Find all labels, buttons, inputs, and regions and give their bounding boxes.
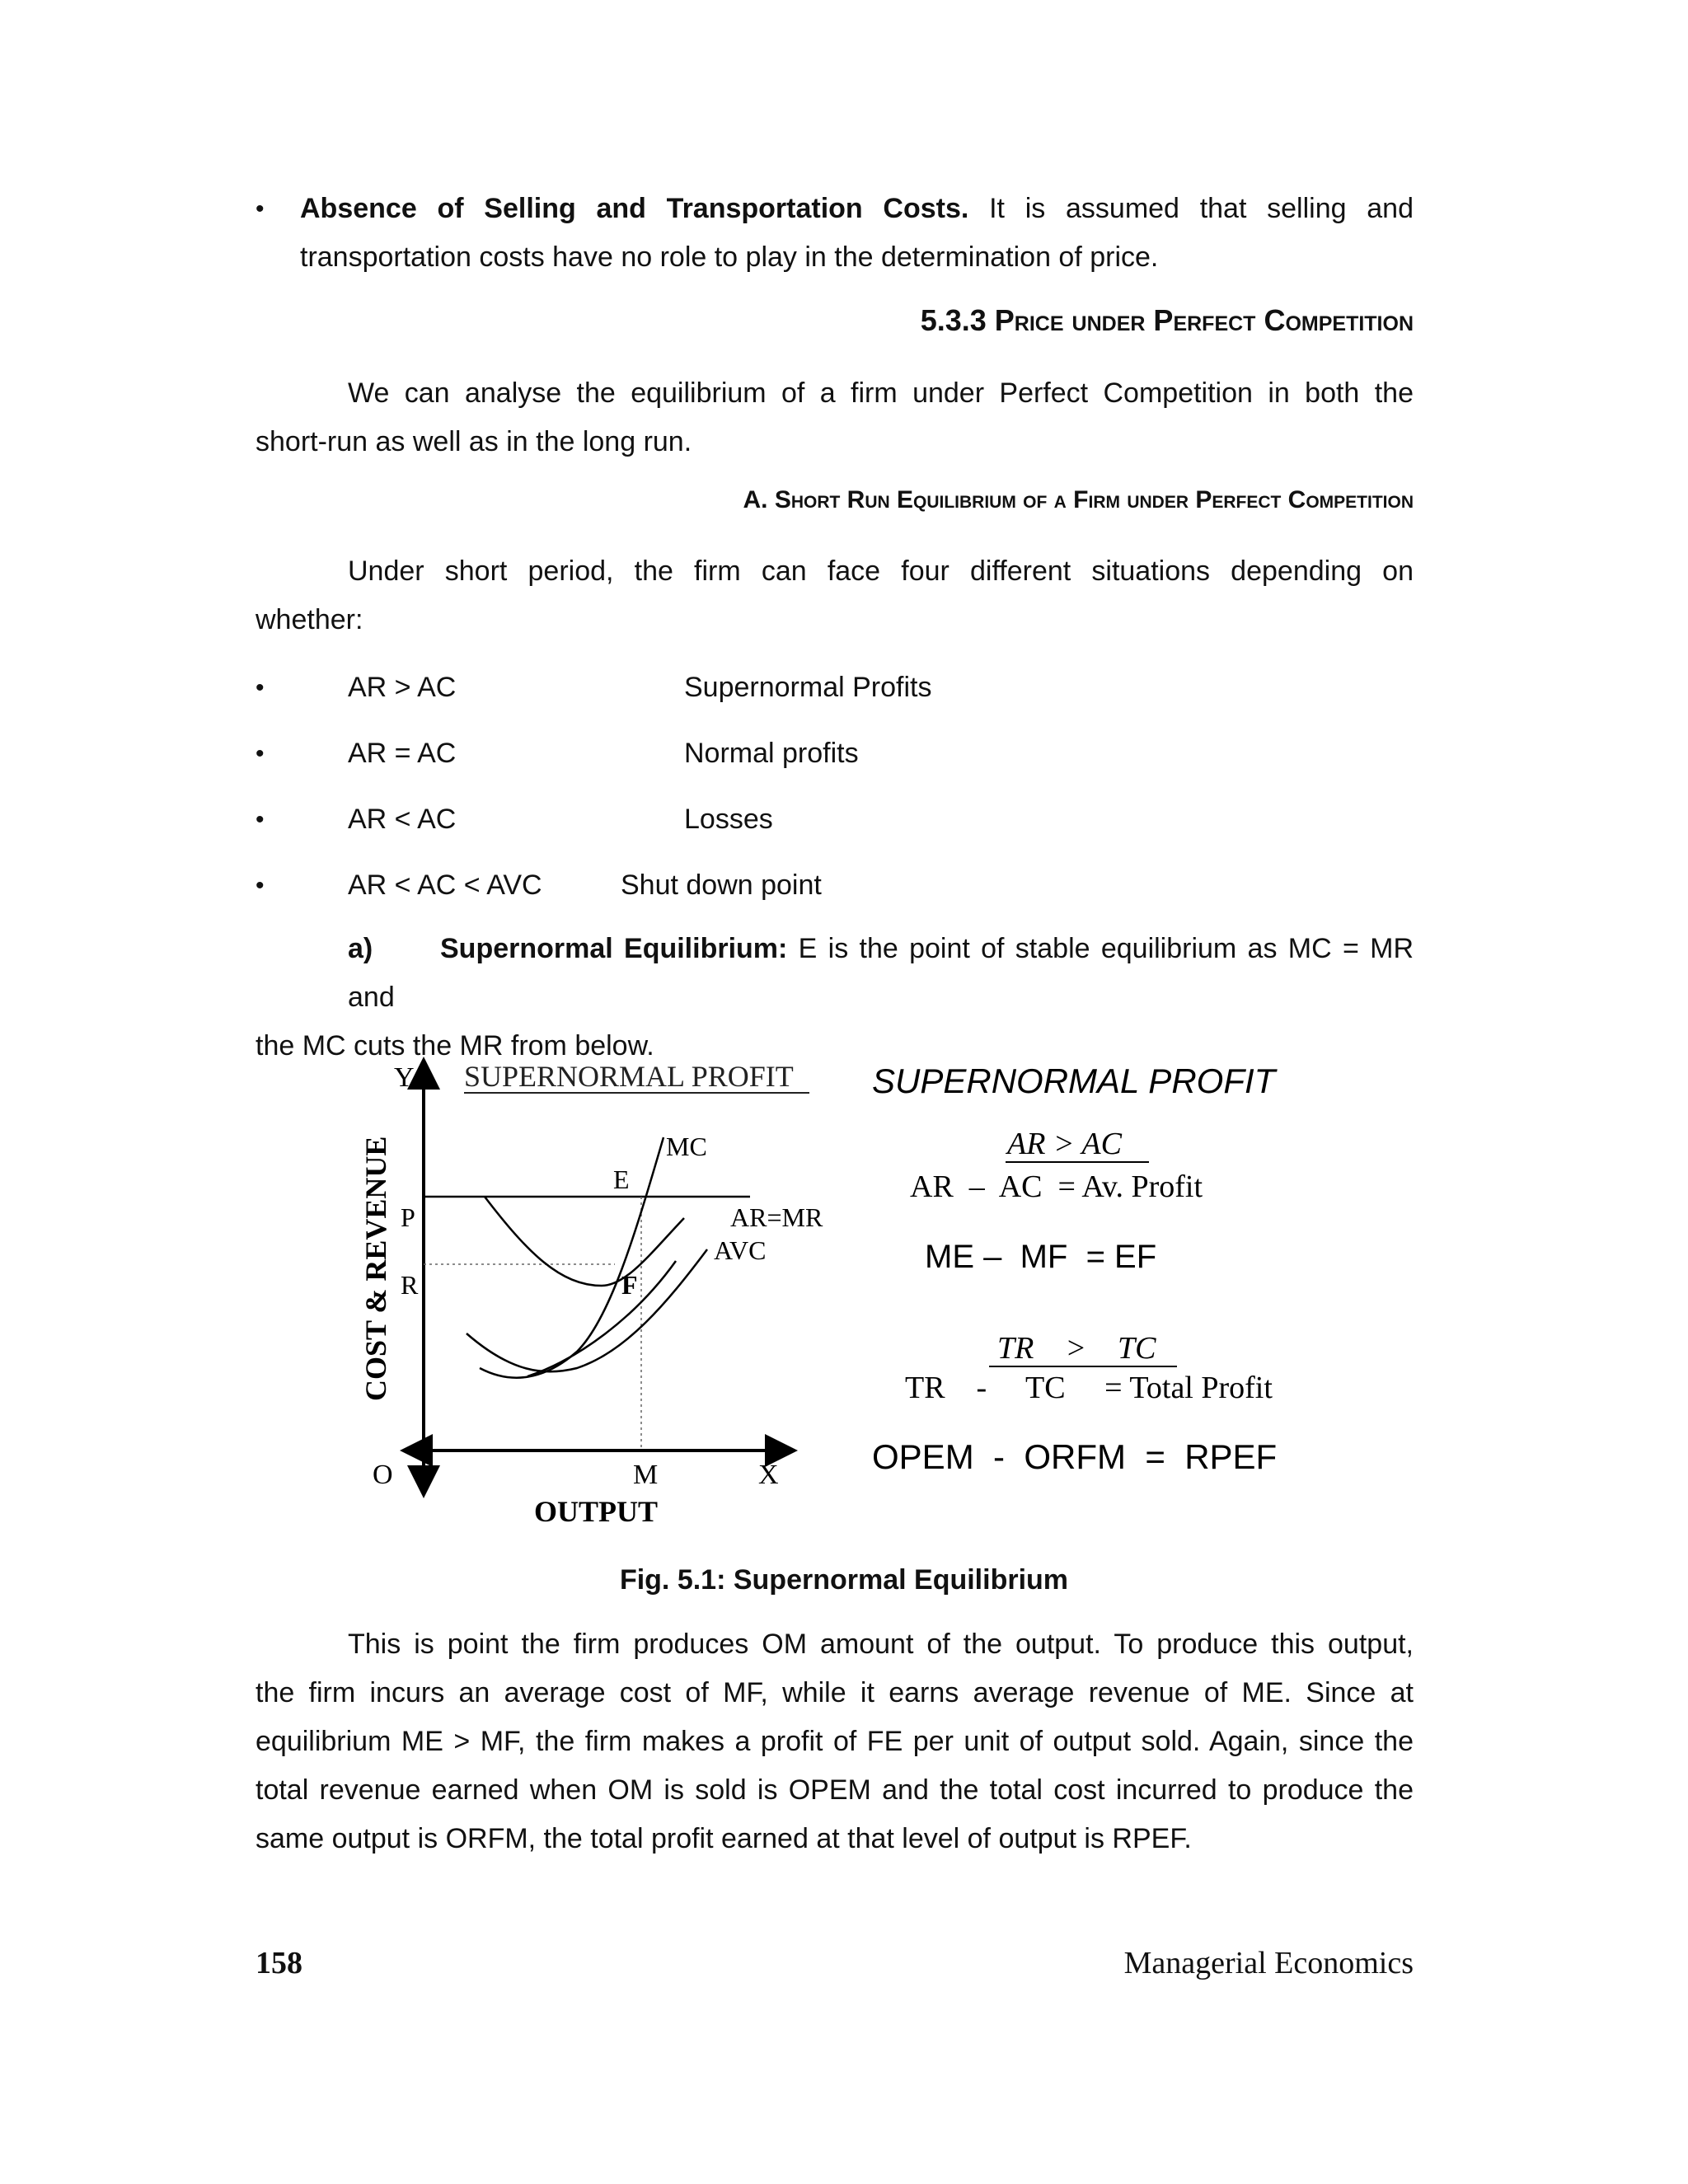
intro-line-1: We can analyse the equilibrium of a firm under Perfect Competition in both the [348,377,1414,409]
explanation-line: This is point the firm produces OM amount of the output. To produce this output, [348,1629,1414,1660]
subsection-heading: A. Short Run Equilibrium of a Firm under Perfect Competition [743,486,1414,513]
supernormal-line-1-rest: E is the point of stable equilibrium as MC = MR and [348,933,1414,1013]
situation-result: Supernormal Profits [684,672,932,703]
tr-minus-tc-eq: TR - TC = Total Profit [905,1371,1273,1405]
explanation-line: equilibrium ME > MF, the firm makes a profit of FE per unit of output sold. Again, since the [256,1726,1414,1757]
situation-condition: AR < AC < AVC [348,869,542,901]
tr-gt-tc: TR > TC [997,1331,1156,1366]
situation-condition: AR < AC [348,804,457,835]
situation-row [256,861,1414,910]
section-number: 5.3.3 [920,303,987,337]
section-heading [921,303,1414,338]
intro-line-2: short-run as well as in the long run. [256,426,692,457]
explanation-line: the firm incurs an average cost of MF, while it earns average revenue of ME. Since at [256,1677,1414,1708]
section-title: Price under Perfect Competition [994,303,1414,337]
m-label: M [633,1460,659,1490]
cost-revenue-chart [359,1060,823,1528]
situations-line-2: whether: [256,604,363,635]
f-label: F [621,1270,638,1300]
supernormal-line-1 [256,925,1414,1022]
bullet-absence-costs [256,185,1414,282]
bullet-dot: • [256,674,265,701]
supernormal-bold: Supernormal Equilibrium: [440,933,788,964]
bullet-dot: • [256,806,265,833]
bullet-dot: • [256,740,265,767]
page-number: 158 [256,1946,302,1980]
supernormal-line-2: the MC cuts the MR from below. [256,1030,654,1062]
book-title: Managerial Economics [1123,1946,1414,1980]
bullet-line-1-rest: It is assumed that selling and [968,193,1414,224]
x-axis-label: OUTPUT [534,1495,659,1528]
origin-label: O [373,1460,393,1490]
r-label: R [401,1270,419,1300]
explanation-paragraph [256,1620,1414,1863]
me-minus-mf-eq: ME – MF = EF [925,1239,1157,1275]
situations-paragraph [256,547,1414,644]
chart-title: SUPERNORMAL PROFIT [464,1060,794,1093]
p-label: P [401,1202,415,1232]
ac-curve [485,1197,684,1286]
situation-condition: AR > AC [348,672,457,703]
intro-paragraph [256,369,1414,466]
avc-label: AVC [714,1235,767,1265]
x-axis-letter: X [758,1460,779,1490]
supernormal-label: a) [348,933,373,964]
formulas-title: SUPERNORMAL PROFIT [872,1062,1276,1100]
supernormal-figure [0,1047,1688,1541]
situation-row [256,663,1414,712]
area-eq: OPEM - ORFM = RPEF [872,1437,1278,1476]
y-axis-letter: Y [394,1062,415,1093]
bullet-line-2: transportation costs have no role to play in the determination of price. [300,241,1159,273]
situation-row [256,795,1414,844]
figure-caption: Fig. 5.1: Supernormal Equilibrium [619,1564,1069,1596]
mc-curve [480,1137,663,1378]
explanation-line: total revenue earned when OM is sold is OPEM and the total cost incurred to produce the [256,1774,1414,1806]
profit-formulas [872,1062,1278,1476]
situation-result: Normal profits [684,738,859,769]
situation-result: Shut down point [621,869,822,901]
ar-minus-ac-eq: AR – AC = Av. Profit [910,1169,1203,1204]
bullet-line-1 [300,185,1414,233]
bullet-bold-lead: Absence of Selling and Transportation Costs. [300,193,969,224]
mc-label: MC [666,1132,707,1161]
situation-result: Losses [684,804,773,835]
ar-gt-ac: AR > AC [1007,1127,1122,1161]
bullet-dot: • [256,195,265,223]
explanation-line: same output is ORFM, the total profit earned at that level of output is RPEF. [256,1823,1192,1854]
ac-rising-segment [528,1261,676,1376]
armr-label: AR=MR [730,1202,823,1232]
y-axis-label: COST & REVENUE [359,1136,392,1401]
situation-row [256,729,1414,778]
e-label: E [613,1165,630,1194]
situations-line-1: Under short period, the firm can face four different situations depending on [348,555,1414,587]
situation-condition: AR = AC [348,738,457,769]
bullet-dot: • [256,872,265,899]
